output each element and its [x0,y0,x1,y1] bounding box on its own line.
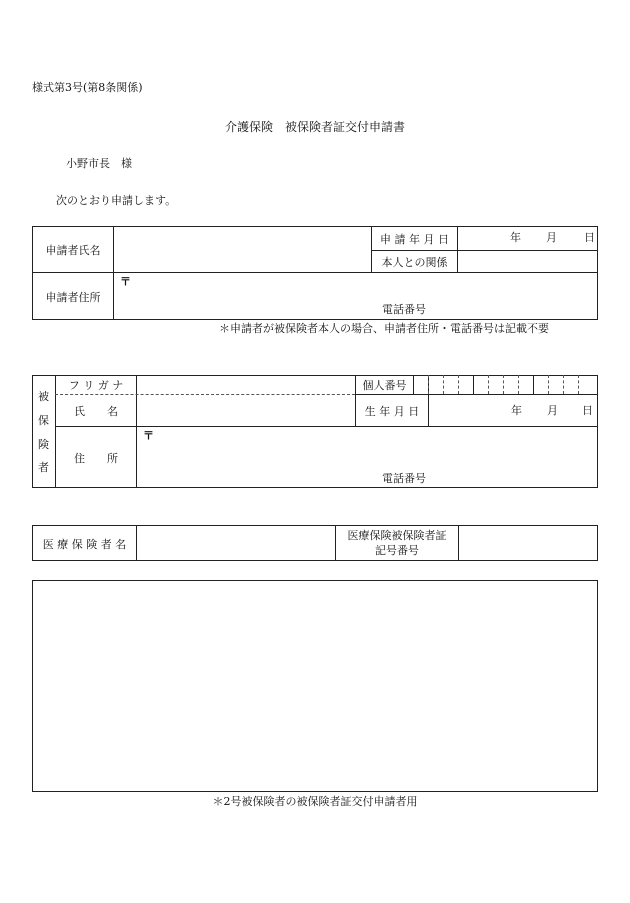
applicant-name-label: 申請者氏名 [45,243,101,257]
date-year-label: 年 [510,231,521,244]
applicant-note: ＊申請者が被保険者本人の場合、申請者住所・電話番号は記載不要 [219,322,549,335]
insured-address-label: 住 所 [74,451,118,465]
card-label-line2: 記号番号 [375,544,419,557]
side-char: 者 [38,461,49,474]
footer-note: ＊2号被保険者の被保険者証交付申請者用 [212,795,418,808]
birth-month-label: 月 [547,404,558,417]
form-number: 様式第3号(第8条関係) [32,81,143,94]
furigana-label: フ リ ガ ナ [68,379,124,392]
applicant-name-field[interactable] [114,227,371,272]
personal-number-field[interactable] [414,376,598,394]
date-month-label: 月 [546,231,557,244]
intro-text: 次のとおり申請します。 [56,194,177,207]
relation-field[interactable] [458,251,598,272]
card-number-label [336,526,458,561]
relation-label: 本人との関係 [381,255,448,269]
card-label-line1: 医療保険被保険者証 [347,529,447,542]
insured-name-field[interactable] [137,395,355,426]
side-char: 被 [38,390,49,403]
page-title: 介護保険 被保険者証交付申請書 [224,120,405,134]
side-char: 険 [38,438,49,451]
card-number-field[interactable] [459,526,598,561]
date-day-label: 日 [584,231,595,244]
insured-side-label [33,376,55,488]
application-date-field[interactable] [458,227,598,250]
notes-box[interactable] [32,580,598,792]
insurer-name-label: 医 療 保 険 者 名 [42,537,127,551]
insured-name-label: 氏 名 [74,404,118,418]
phone-label: 電話番号 [382,472,426,485]
applicant-address-field[interactable] [114,273,598,320]
applicant-address-label: 申請者住所 [45,290,101,304]
birth-day-label: 日 [582,404,593,417]
phone-label: 電話番号 [382,303,426,316]
side-char: 保 [38,414,49,427]
birthdate-label: 生 年 月 日 [364,404,420,418]
personal-number-label: 個人番号 [362,379,407,392]
application-date-label: 申 請 年 月 日 [380,232,449,246]
birthdate-field[interactable] [429,395,598,426]
insurer-name-field[interactable] [137,526,335,561]
postal-mark: 〒 [143,429,154,442]
postal-mark: 〒 [120,275,131,288]
furigana-field[interactable] [137,376,355,394]
addressee: 小野市長 様 [66,157,132,170]
birth-year-label: 年 [511,404,522,417]
insured-address-field[interactable] [137,427,598,488]
